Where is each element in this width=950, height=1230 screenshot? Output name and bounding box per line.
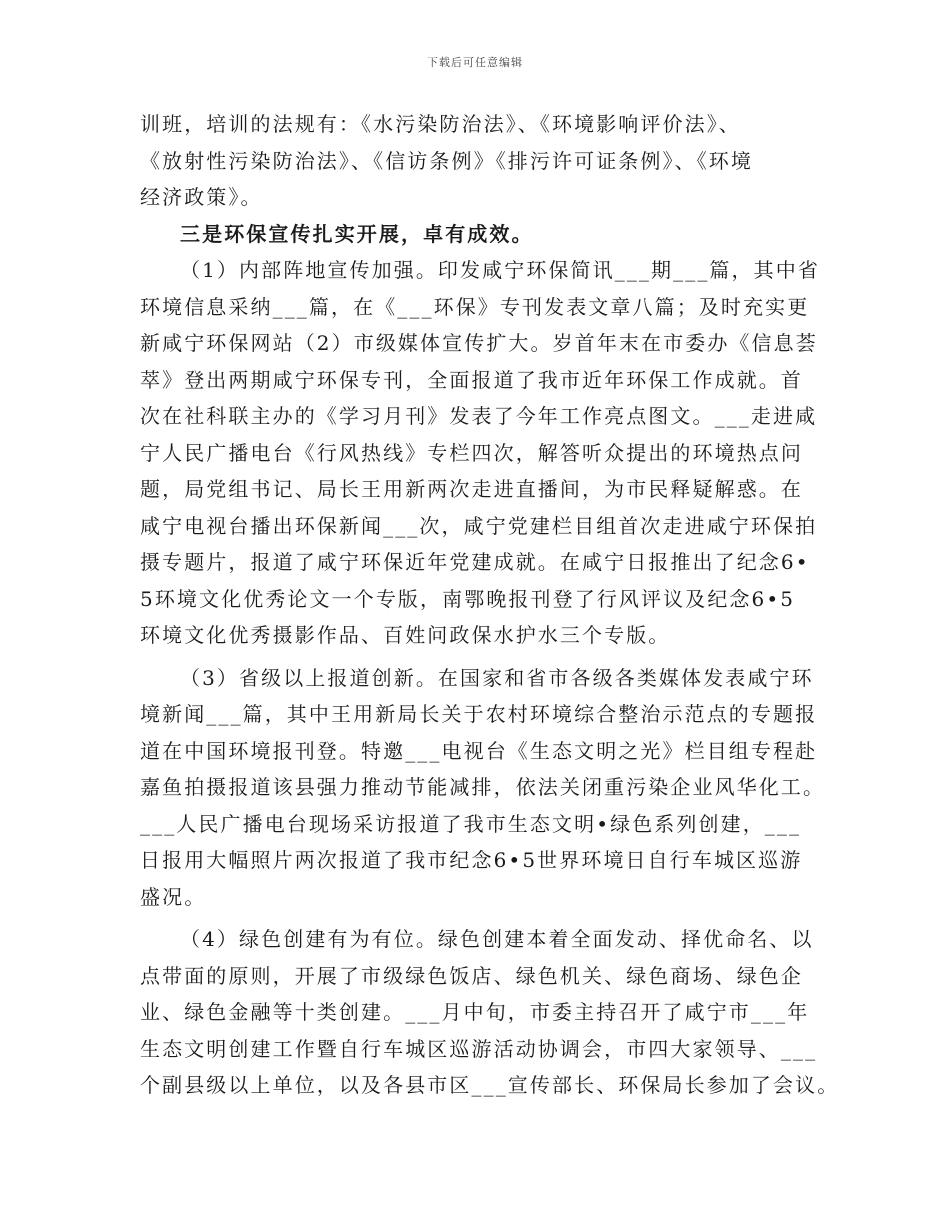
text-line: （1）内部阵地宣传加强。印发咸宁环保简讯___期___篇，其中省 xyxy=(180,258,820,282)
text-line: 咸宁电视台播出环保新闻___次，咸宁党建栏目组首次走进咸宁环保拍 xyxy=(140,513,818,538)
text-line: 嘉鱼拍摄报道该县强力推动节能减排，依法关闭重污染企业风华化工。 xyxy=(140,775,826,799)
text-line: 点带面的原则，开展了市级绿色饭店、绿色机关、绿色商场、绿色企 xyxy=(140,963,803,988)
paragraph-green-creation xyxy=(140,921,840,1104)
document-body xyxy=(140,106,840,1104)
text-line: 经济政策》。 xyxy=(140,185,263,209)
text-line: 萃》登出两期咸宁环保专刊，全面报道了我市近年环保工作成就。首 xyxy=(140,367,803,392)
text-line: 个副县级以上单位，以及各县市区___宣传部长、环保局长参加了会议。 xyxy=(140,1073,840,1097)
text-line: 环境文化优秀摄影作品、百姓问政保水护水三个专版。 xyxy=(140,623,671,647)
paragraph-regulations xyxy=(140,106,820,216)
section-heading xyxy=(140,216,820,253)
text-line: 道在中国环境报刊登。特邀___电视台《生态文明之光》栏目组专程赴 xyxy=(140,738,818,763)
text-line: 业、绿色金融等十类创建。___月中旬，市委主持召开了咸宁市___年 xyxy=(140,1000,810,1024)
heading-text: 三是环保宣传扎实开展，卓有成效。 xyxy=(180,221,534,246)
text-line: 5环境文化优秀论文一个专版，南鄂晚报刊登了行风评议及纪念6•5 xyxy=(140,586,796,611)
text-line: 新咸宁环保网站（2）市级媒体宣传扩大。岁首年末在市委办《信息荟 xyxy=(140,331,818,355)
text-line: （3）省级以上报道创新。在国家和省市各级各类媒体发表咸宁环 xyxy=(180,665,814,690)
text-line: 环境信息采纳___篇，在《___环保》专刊发表文章八篇；及时充实更 xyxy=(140,294,810,319)
text-line: 摄专题片，报道了咸宁环保近年党建成就。在咸宁日报推出了纪念6• xyxy=(140,550,810,574)
text-line: 《放射性污染防治法》、《信访条例》《排污许可证条例》、《环境 xyxy=(140,148,753,173)
paragraph-internal-publicity xyxy=(140,252,820,654)
page-header: 下载后可任意编辑 xyxy=(427,56,523,69)
text-line: 题，局党组书记、局长王用新两次走进直播间，为市民释疑解惑。在 xyxy=(140,477,803,501)
text-line: 日报用大幅照片两次报道了我市纪念6•5世界环境日自行车城区巡游 xyxy=(140,848,803,872)
text-line: ___人民广播电台现场采访报道了我市生态文明•绿色系列创建，___ xyxy=(140,811,802,836)
text-line: 宁人民广播电台《行风热线》专栏四次，解答听众提出的环境热点问 xyxy=(140,440,803,465)
text-line: （4）绿色创建有为有位。绿色创建本着全面发动、择优命名、以 xyxy=(180,927,814,951)
text-line: 次在社科联主办的《学习月刊》发表了今年工作亮点图文。___走进咸 xyxy=(140,404,818,428)
text-line: 训班，培训的法规有：《水污染防治法》、《环境影响评价法》、 xyxy=(140,112,741,136)
text-line: 境新闻___篇，其中王用新局长关于农村环境综合整治示范点的专题报 xyxy=(140,702,818,726)
text-line: 生态文明创建工作暨自行车城区巡游活动协调会，市四大家领导、___ xyxy=(140,1036,818,1061)
text-line: 盛况。 xyxy=(140,884,207,909)
paragraph-provincial-reporting xyxy=(140,660,826,916)
